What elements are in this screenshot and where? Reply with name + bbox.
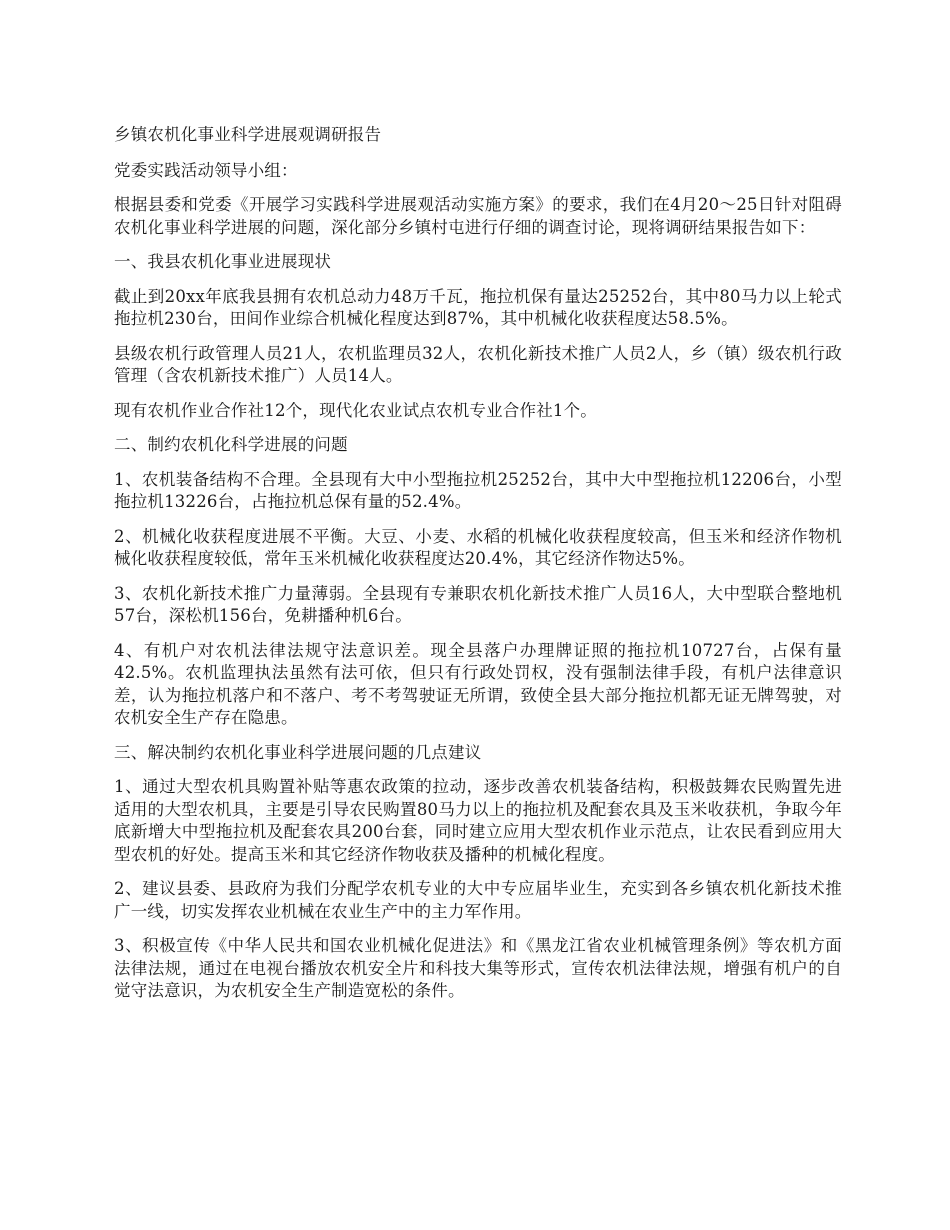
paragraph: 2、机械化收获程度进展不平衡。大豆、小麦、水稻的机械化收获程度较高，但玉米和经济作物机械化收获程度较低，常年玉米机械化收获程度达20.4%，其它经济作物达5%。: [114, 526, 842, 568]
paragraph-intro: 根据县委和党委《开展学习实践科学进展观活动实施方案》的要求，我们在4月20～25日针对阻碍农机化事业科学进展的问题，深化部分乡镇村屯进行仔细的调查讨论，现将调研结果报告如下：: [114, 195, 842, 237]
document-title: 乡镇农机化事业科学进展观调研报告: [114, 125, 382, 144]
salutation: 党委实践活动领导小组：: [114, 160, 298, 180]
section-heading-1: 一、我县农机化事业进展现状: [114, 252, 332, 271]
paragraph: 3、农机化新技术推广力量薄弱。全县现有专兼职农机化新技术推广人员16人，大中型联合整地机57台，深松机156台，免耕播种机6台。: [114, 583, 842, 625]
section-heading-2: 二、制约农机化科学进展的问题: [114, 435, 348, 454]
paragraph: 截止到20xx年底我县拥有农机总动力48万千瓦，拖拉机保有量达25252台，其中80马力以上轮式拖拉机230台，田间作业综合机械化程度达到87%，其中机械化收获程度达58.5%。: [114, 286, 842, 328]
document-body: [114, 124, 842, 1015]
paragraph: 县级农机行政管理人员21人，农机监理员32人，农机化新技术推广人员2人，乡（镇）级农机行政管理（含农机新技术推广）人员14人。: [114, 343, 842, 385]
paragraph: 4、有机户对农机法律法规守法意识差。现全县落户办理牌证照的拖拉机10727台，占保有量42.5%。农机监理执法虽然有法可依，但只有行政处罚权，没有强制法律手段，有机户法律意识差，认为拖拉机落户和不落户、考不考驾驶证无所谓，致使全县大部分拖拉机都无证无牌驾驶，对农机安全生产存在隐患。: [114, 640, 842, 727]
paragraph: 现有农机作业合作社12个，现代化农业试点农机专业合作社1个。: [114, 400, 597, 420]
paragraph: 2、建议县委、县政府为我们分配学农机专业的大中专应届毕业生，充实到各乡镇农机化新技术推广一线，切实发挥农业机械在农业生产中的主力军作用。: [114, 879, 842, 921]
paragraph: 1、农机装备结构不合理。全县现有大中小型拖拉机25252台，其中大中型拖拉机12206台，小型拖拉机13226台，占拖拉机总保有量的52.4%。: [114, 469, 842, 511]
paragraph: 1、通过大型农机具购置补贴等惠农政策的拉动，逐步改善农机装备结构，积极鼓舞农民购置先进适用的大型农机具，主要是引导农民购置80马力以上的拖拉机及配套农具及玉米收获机，争取今年底新增大中型拖拉机及配套农具200台套，同时建立应用大型农机作业示范点，让农民看到应用大型农机的好处。提高玉米和其它经济作物收获及播种的机械化程度。: [114, 777, 842, 864]
section-heading-3: 三、解决制约农机化事业科学进展问题的几点建议: [114, 742, 482, 762]
paragraph: 3、积极宣传《中华人民共和国农业机械化促进法》和《黑龙江省农业机械管理条例》等农机方面法律法规，通过在电视台播放农机安全片和科技大集等形式，宣传农机法律法规，增强有机户的自觉守法意识，为农机安全生产制造宽松的条件。: [114, 936, 842, 1000]
